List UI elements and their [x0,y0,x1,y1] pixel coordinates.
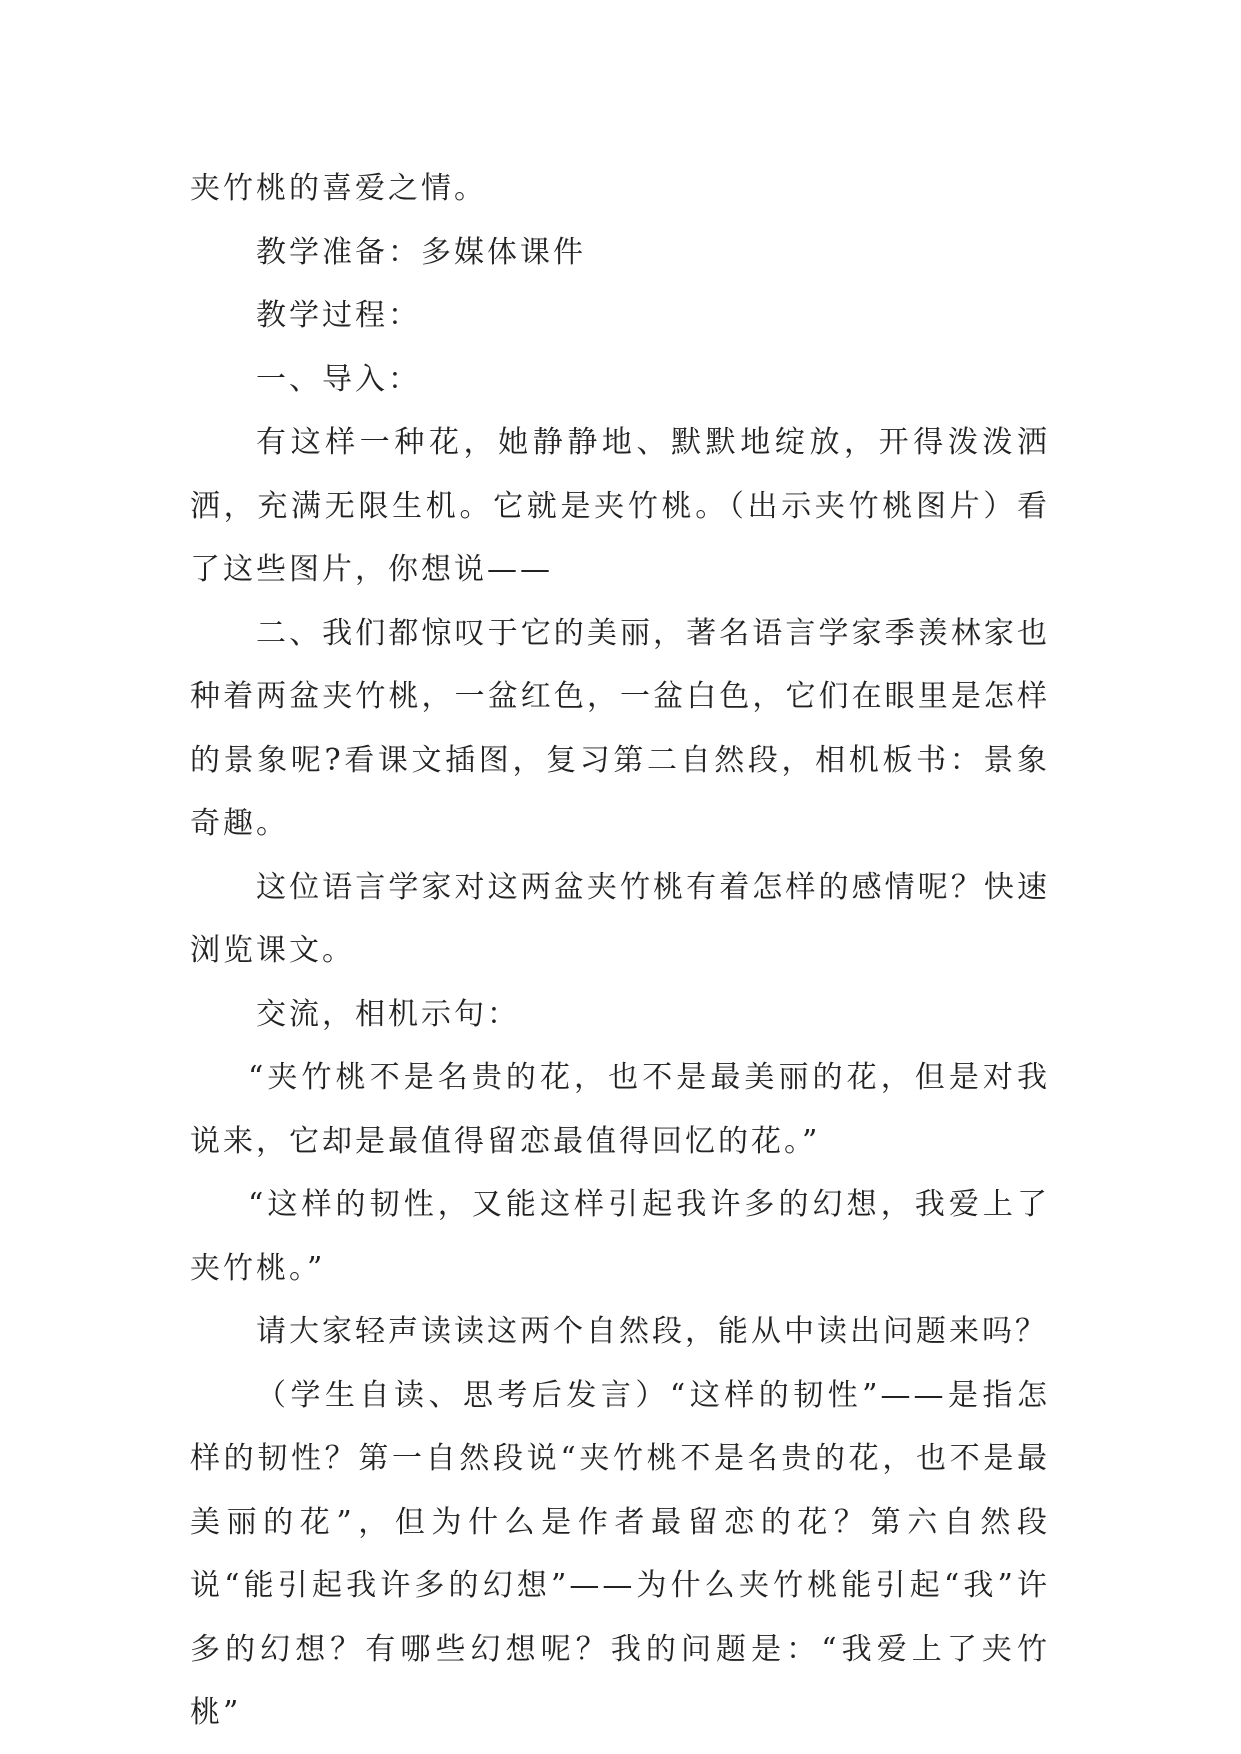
paragraph-11: 请大家轻声读读这两个自然段，能从中读出问题来吗？ [256,1314,1048,1349]
paragraph-9: “夹竹桃不是名贵的花，也不是最美丽的花，但是对我说来，它却是最值得留恋最值得回忆的花。” [190,1060,1050,1159]
paragraph-10: “这样的韧性，又能这样引起我许多的幻想，我爱上了夹竹桃。” [190,1187,1050,1286]
paragraph-3: 教学过程： [256,298,421,333]
paragraph-6: 二、我们都惊叹于它的美丽，著名语言学家季羡林家也种着两盆夹竹桃，一盆红色，一盆白色，它们在眼里是怎样的景象呢?看课文插图，复习第二自然段，相机板书：景象奇趣。 [190,615,1050,841]
paragraph-12: （学生自读、思考后发言）“这样的韧性”——是指怎样的韧性？第一自然段说“夹竹桃不是名贵的花，也不是最美丽的花”，但为什么是作者最留恋的花？第六自然段说“能引起我许多的幻想”——为什么夹竹桃能引起“我”许多的幻想？有哪些幻想呢？我的问题是：“我爱上了夹竹桃” [190,1377,1050,1730]
paragraph-4: 一、导入： [256,361,421,397]
paragraph-7: 这位语言学家对这两盆夹竹桃有着怎样的感情呢？快速浏览课文。 [190,869,1050,968]
document-body [190,157,1050,1745]
paragraph-8: 交流，相机示句： [256,996,520,1032]
paragraph-1: 夹竹桃的喜爱之情。 [190,171,487,206]
paragraph-2: 教学准备：多媒体课件 [256,234,586,270]
paragraph-5: 有这样一种花，她静静地、默默地绽放，开得泼泼洒洒，充满无限生机。它就是夹竹桃。（出示夹竹桃图片）看了这些图片，你想说—— [190,425,1050,587]
